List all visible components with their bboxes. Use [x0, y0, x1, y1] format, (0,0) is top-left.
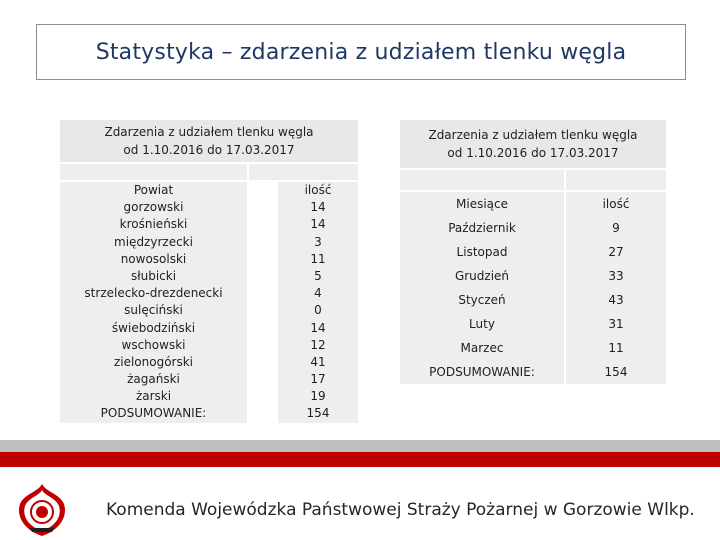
table-row [400, 192, 666, 216]
county-name: międzyrzecki [114, 234, 193, 249]
county-count: 17 [310, 372, 326, 387]
county-total-value: 154 [306, 406, 330, 421]
county-name: strzelecko-drezdenecki [84, 286, 223, 301]
month-count: 31 [566, 312, 666, 336]
county-name-column [60, 182, 247, 423]
month-name: Grudzień [400, 264, 564, 288]
county-count: 11 [310, 251, 326, 266]
page-title: Statystyka – zdarzenia z udziałem tlenku węgla [95, 39, 627, 65]
month-count-col-header: ilość [566, 192, 666, 216]
month-table-header-line1: Zdarzenia z udziałem tlenku węgla [428, 128, 638, 142]
month-count: 43 [566, 288, 666, 312]
month-table-header [400, 120, 666, 168]
county-total-label: PODSUMOWANIE: [100, 406, 207, 421]
month-table-body [400, 192, 666, 384]
county-count-column [278, 182, 358, 423]
month-name: Listopad [400, 240, 564, 264]
table-row [400, 312, 666, 336]
county-count: 14 [310, 200, 326, 215]
county-table-header [60, 120, 358, 162]
count-col-header: ilość [304, 183, 332, 197]
county-count: 14 [310, 320, 326, 335]
month-table-header-line2: od 1.10.2016 do 17.03.2017 [447, 146, 619, 160]
month-count: 9 [566, 216, 666, 240]
month-count: 27 [566, 240, 666, 264]
county-count: 14 [310, 217, 326, 232]
month-count: 11 [566, 336, 666, 360]
footer-gray-bar [0, 440, 720, 452]
county-name: żarski [135, 389, 172, 404]
month-table-spacer-row [400, 170, 666, 190]
county-name: słubicki [130, 268, 177, 283]
month-name: Marzec [400, 336, 564, 360]
county-count: 12 [310, 337, 326, 352]
county-name: wschowski [121, 337, 186, 352]
table-row [400, 216, 666, 240]
county-count: 3 [314, 234, 322, 249]
county-table-header-line2: od 1.10.2016 do 17.03.2017 [123, 143, 295, 157]
month-table [400, 120, 666, 384]
county-count: 0 [314, 303, 322, 318]
month-count: 33 [566, 264, 666, 288]
title-box [36, 24, 686, 80]
month-name: Styczeń [400, 288, 564, 312]
table-row [400, 288, 666, 312]
county-name: nowosolski [120, 251, 187, 266]
footer-red-bar [0, 452, 720, 467]
county-name: krośnieński [119, 217, 188, 232]
month-total-label: PODSUMOWANIE: [400, 360, 564, 384]
table-row [400, 336, 666, 360]
county-name: gorzowski [123, 200, 184, 215]
county-count: 4 [314, 286, 322, 301]
county-table-spacer-row [60, 164, 358, 180]
table-row [400, 360, 666, 384]
month-name: Październik [400, 216, 564, 240]
county-table-header-line1: Zdarzenia z udziałem tlenku węgla [104, 125, 314, 139]
table-row [400, 240, 666, 264]
footer-organization-name: Komenda Wojewódzka Państwowej Straży Pożarnej w Gorzowie Wlkp. [106, 500, 695, 520]
county-name: zielonogórski [113, 354, 194, 369]
fire-brigade-emblem-icon [16, 482, 68, 538]
county-col-header: Powiat [133, 183, 174, 197]
county-table-body [60, 182, 358, 423]
month-name: Luty [400, 312, 564, 336]
county-table [60, 120, 358, 423]
county-name: żagański [127, 372, 180, 387]
county-name: sulęciński [124, 303, 183, 318]
month-col-header: Miesiące [400, 192, 564, 216]
month-total-value: 154 [566, 360, 666, 384]
county-count: 41 [310, 354, 326, 369]
county-count: 5 [314, 268, 322, 283]
county-count: 19 [310, 389, 326, 404]
table-row [400, 264, 666, 288]
county-name: świebodziński [111, 320, 196, 335]
